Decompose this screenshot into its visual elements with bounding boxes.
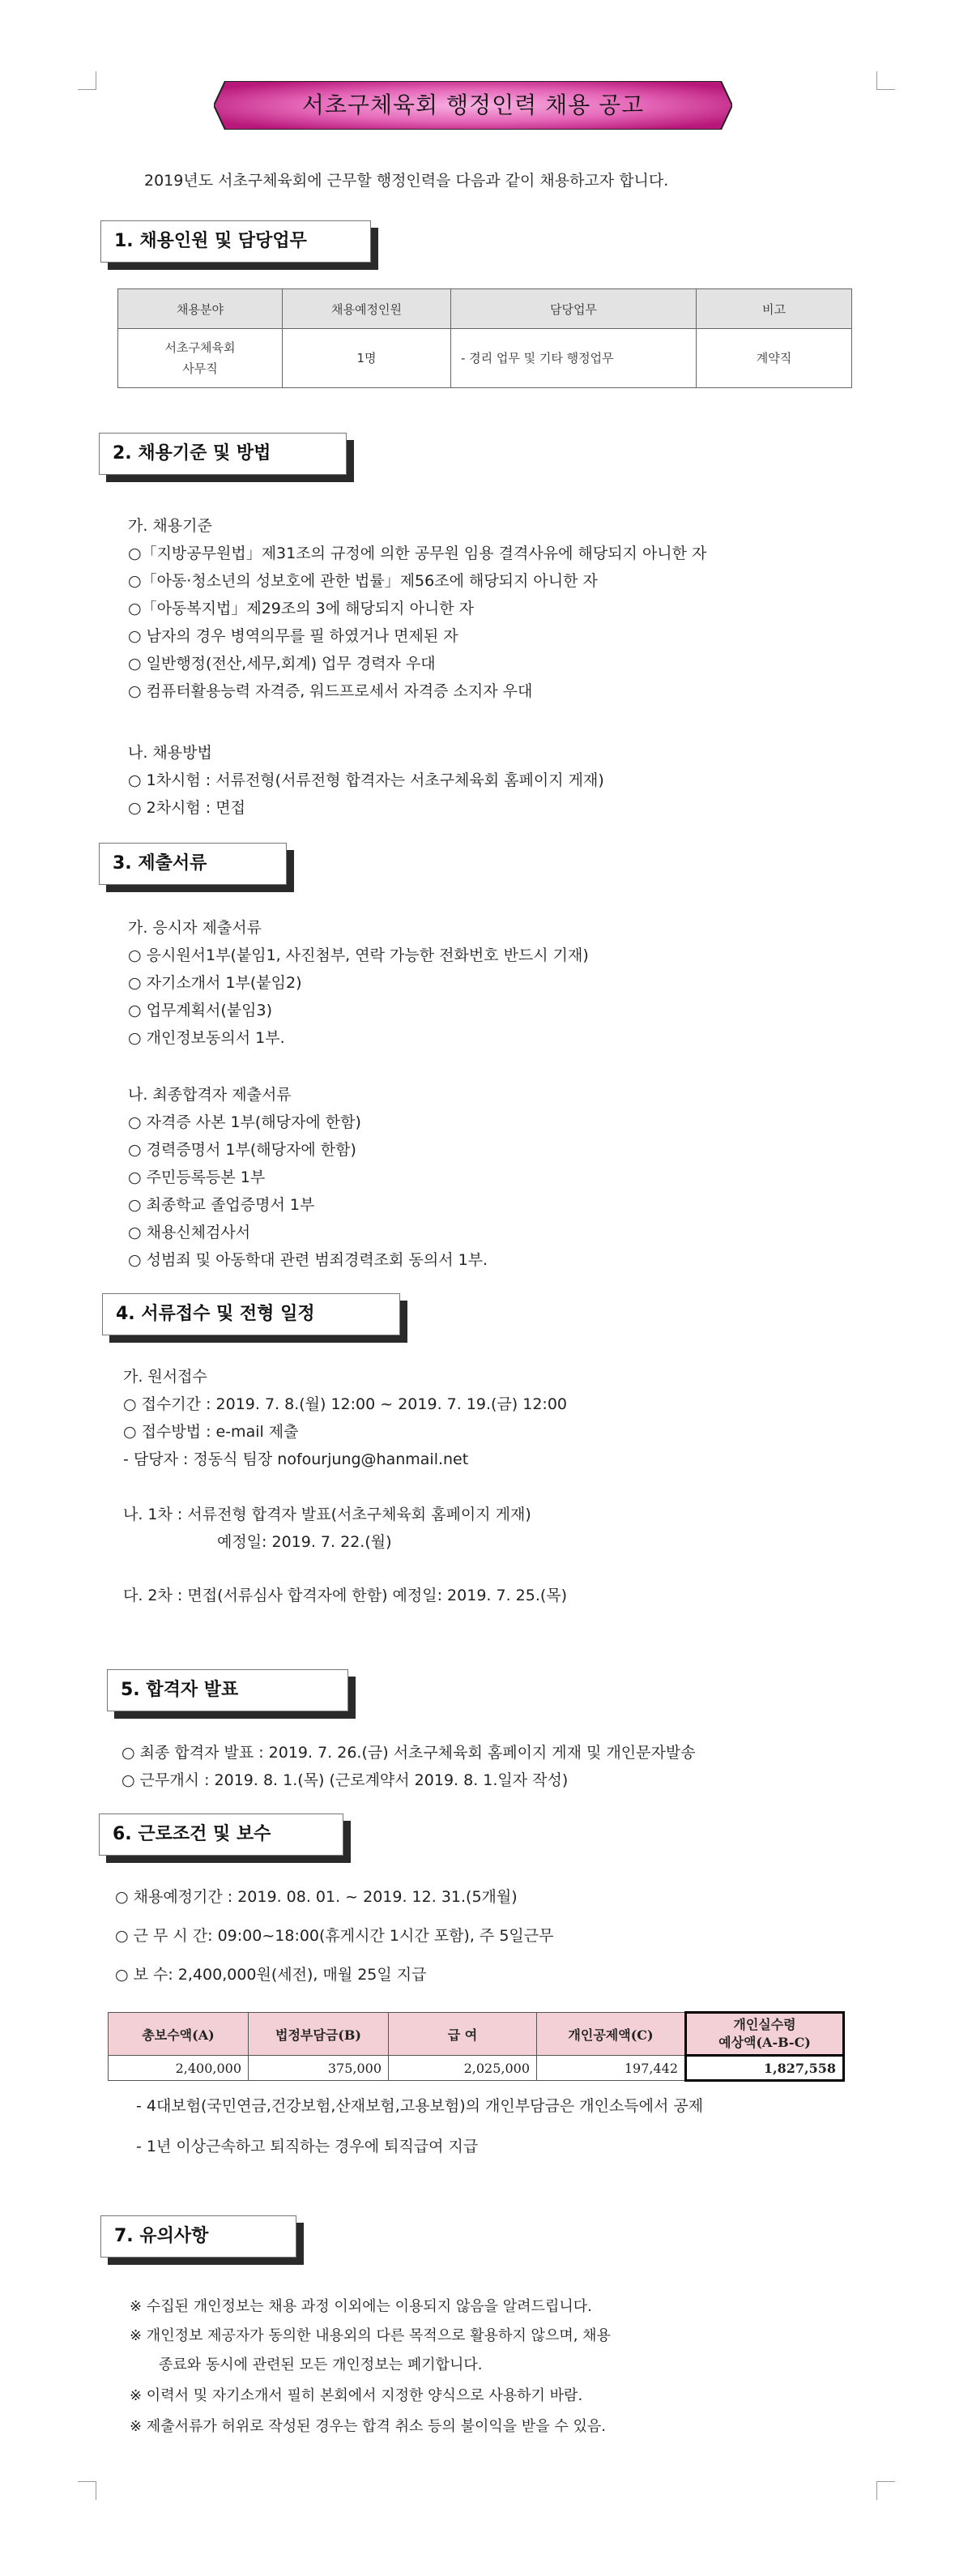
condition-item: ○ 보 수: 2,400,000원(세전), 매월 25일 지급 (115, 1966, 427, 1984)
section-title: 2. 채용기준 및 방법 (113, 443, 271, 464)
pay-deduction: 197,442 (537, 2056, 686, 2081)
schedule-heading: 가. 원서접수 (123, 1368, 207, 1386)
section-title: 4. 서류접수 및 전형 일정 (116, 1304, 315, 1324)
docs-final-item: ○ 성범죄 및 아동학대 관련 범죄경력조회 동의서 1부. (128, 1251, 488, 1269)
table-header: 총보수액(A) (109, 2013, 249, 2056)
condition-item: ○ 채용예정기간 : 2019. 08. 01. ~ 2019. 12. 31.(5개월) (115, 1888, 518, 1906)
recruit-count: 1명 (283, 329, 451, 388)
section-heading-6 (99, 1813, 343, 1856)
docs-applicant-item: ○ 업무계획서(붙임3) (128, 1002, 273, 1019)
recruit-field-line1: 서초구체육회 (164, 340, 236, 355)
schedule-period: ○ 접수기간 : 2019. 7. 8.(월) 12:00 ~ 2019. 7. 19.(금) 12:00 (123, 1395, 568, 1413)
crop-mark (78, 2481, 96, 2500)
pay-note: - 1년 이상근속하고 퇴직하는 경우에 퇴직급여 지급 (136, 2138, 479, 2155)
crop-mark (876, 71, 895, 90)
method-heading: 나. 채용방법 (128, 744, 212, 762)
table-row (118, 329, 852, 388)
docs-final-item: ○ 채용신체검사서 (128, 1224, 251, 1241)
section-title: 1. 채용인원 및 담당업무 (114, 231, 307, 251)
method-item: ○ 1차시험 : 서류전형(서류전형 합격자는 서초구체육회 홈페이지 게재) (128, 771, 604, 789)
docs-final-item: ○ 주민등록등본 1부 (128, 1168, 266, 1186)
section-heading-3 (99, 843, 287, 885)
table-header: 개인공제액(C) (537, 2013, 686, 2056)
criteria-item: ○「아동복지법」제29조의 3에 해당되지 아니한 자 (128, 600, 475, 617)
page-title: 서초구체육회 행정인력 채용 공고 (301, 92, 645, 118)
announce-item: ○ 근무개시 : 2019. 8. 1.(목) (근로계약서 2019. 8. 1.일자 작성) (122, 1771, 569, 1789)
pay-note: - 4대보험(국민연금,건강보험,산재보험,고용보험)의 개인부담금은 개인소득에서 공제 (136, 2097, 704, 2115)
crop-mark (876, 2481, 895, 2500)
take-home-header-line2: 예상액(A-B-C) (718, 2035, 811, 2050)
title-banner (214, 81, 732, 130)
pay-take-home: 1,827,558 (686, 2056, 844, 2081)
schedule-method: ○ 접수방법 : e-mail 제출 (123, 1423, 299, 1441)
table-header: 법정부담금(B) (249, 2013, 389, 2056)
section-heading-7 (100, 2215, 296, 2258)
recruit-table (117, 288, 852, 388)
docs-applicant-item: ○ 자기소개서 1부(붙임2) (128, 974, 302, 992)
criteria-item: ○「지방공무원법」제31조의 규정에 의한 공무원 임용 결격사유에 해당되지 아니한 자 (128, 545, 707, 562)
section-title: 6. 근로조건 및 보수 (113, 1824, 271, 1844)
table-header: 채용분야 (118, 289, 283, 329)
criteria-item: ○「아동·청소년의 성보호에 관한 법률」제56조에 해당되지 아니한 자 (128, 572, 598, 590)
section-heading-1 (100, 220, 371, 263)
caution-item: ※ 이력서 및 자기소개서 필히 본회에서 지정한 양식으로 사용하기 바람. (130, 2387, 583, 2404)
caution-item: ※ 제출서류가 허위로 작성된 경우는 합격 취소 등의 불이익을 받을 수 있음. (130, 2418, 606, 2435)
criteria-heading: 가. 채용기준 (128, 517, 212, 535)
table-header: 담당업무 (451, 289, 697, 329)
crop-mark (78, 71, 96, 90)
docs-applicant-item: ○ 응시원서1부(붙임1, 사진첨부, 연락 가능한 전화번호 반드시 기재) (128, 946, 589, 964)
section-title: 3. 제출서류 (113, 853, 207, 874)
docs-final-item: ○ 자격증 사본 1부(해당자에 한함) (128, 1113, 361, 1131)
docs-applicant-item: ○ 개인정보동의서 1부. (128, 1029, 285, 1047)
docs-final-heading: 나. 최종합격자 제출서류 (128, 1086, 292, 1104)
take-home-header (686, 2013, 844, 2056)
caution-item-continued: 종료와 동시에 관련된 모든 개인정보는 폐기합니다. (159, 2356, 483, 2373)
docs-final-item: ○ 최종학교 졸업증명서 1부 (128, 1196, 315, 1214)
recruit-field (118, 329, 283, 388)
recruit-note: 계약직 (697, 329, 852, 388)
method-item: ○ 2차시험 : 면접 (128, 799, 245, 817)
criteria-item: ○ 컴퓨터활용능력 자격증, 워드프로세서 자격증 소지자 우대 (128, 682, 533, 700)
criteria-item: ○ 일반행정(전산,세무,회계) 업무 경력자 우대 (128, 655, 436, 673)
docs-applicant-heading: 가. 응시자 제출서류 (128, 919, 262, 937)
pay-table (108, 2011, 845, 2082)
caution-item: ※ 수집된 개인정보는 채용 과정 이외에는 이용되지 않음을 알려드립니다. (130, 2298, 592, 2315)
section-heading-4 (102, 1293, 400, 1335)
table-row (109, 2056, 844, 2081)
recruit-duty: - 경리 업무 및 기타 행정업무 (451, 329, 697, 388)
section-heading-5 (107, 1669, 348, 1711)
criteria-item: ○ 남자의 경우 병역의무를 필 하였거나 면제된 자 (128, 627, 458, 645)
take-home-header-line1: 개인실수령 (733, 2017, 796, 2032)
caution-item: ※ 개인정보 제공자가 동의한 내용외의 다른 목적으로 활용하지 않으며, 채용 (130, 2327, 611, 2344)
table-header-row (118, 289, 852, 329)
condition-item: ○ 근 무 시 간: 09:00~18:00(휴게시간 1시간 포함), 주 5일근무 (115, 1927, 554, 1945)
table-header: 비고 (697, 289, 852, 329)
intro-text: 2019년도 서초구체육회에 근무할 행정인력을 다음과 같이 채용하고자 합니다. (144, 172, 669, 190)
pay-legal-burden: 375,000 (249, 2056, 389, 2081)
table-header: 채용예정인원 (283, 289, 451, 329)
docs-final-item: ○ 경력증명서 1부(해당자에 한함) (128, 1141, 356, 1159)
section-title: 5. 합격자 발표 (121, 1680, 239, 1700)
table-header-row (109, 2013, 844, 2056)
schedule-second-round: 다. 2차 : 면접(서류심사 합격자에 한함) 예정일: 2019. 7. 25.(목) (123, 1587, 568, 1604)
section-title: 7. 유의사항 (114, 2226, 209, 2246)
schedule-contact: - 담당자 : 정동식 팀장 nofourjung@hanmail.net (123, 1450, 469, 1468)
schedule-first-round: 나. 1차 : 서류전형 합격자 발표(서초구체육회 홈페이지 게재) (123, 1506, 531, 1523)
announce-item: ○ 최종 합격자 발표 : 2019. 7. 26.(금) 서초구체육회 홈페이지 게재 및 개인문자발송 (122, 1744, 696, 1762)
pay-salary: 2,025,000 (389, 2056, 537, 2081)
schedule-first-round-date: 예정일: 2019. 7. 22.(월) (217, 1533, 392, 1551)
recruit-field-line2: 사무직 (182, 361, 218, 376)
pay-total: 2,400,000 (109, 2056, 249, 2081)
table-header: 급 여 (389, 2013, 537, 2056)
section-heading-2 (99, 433, 347, 475)
